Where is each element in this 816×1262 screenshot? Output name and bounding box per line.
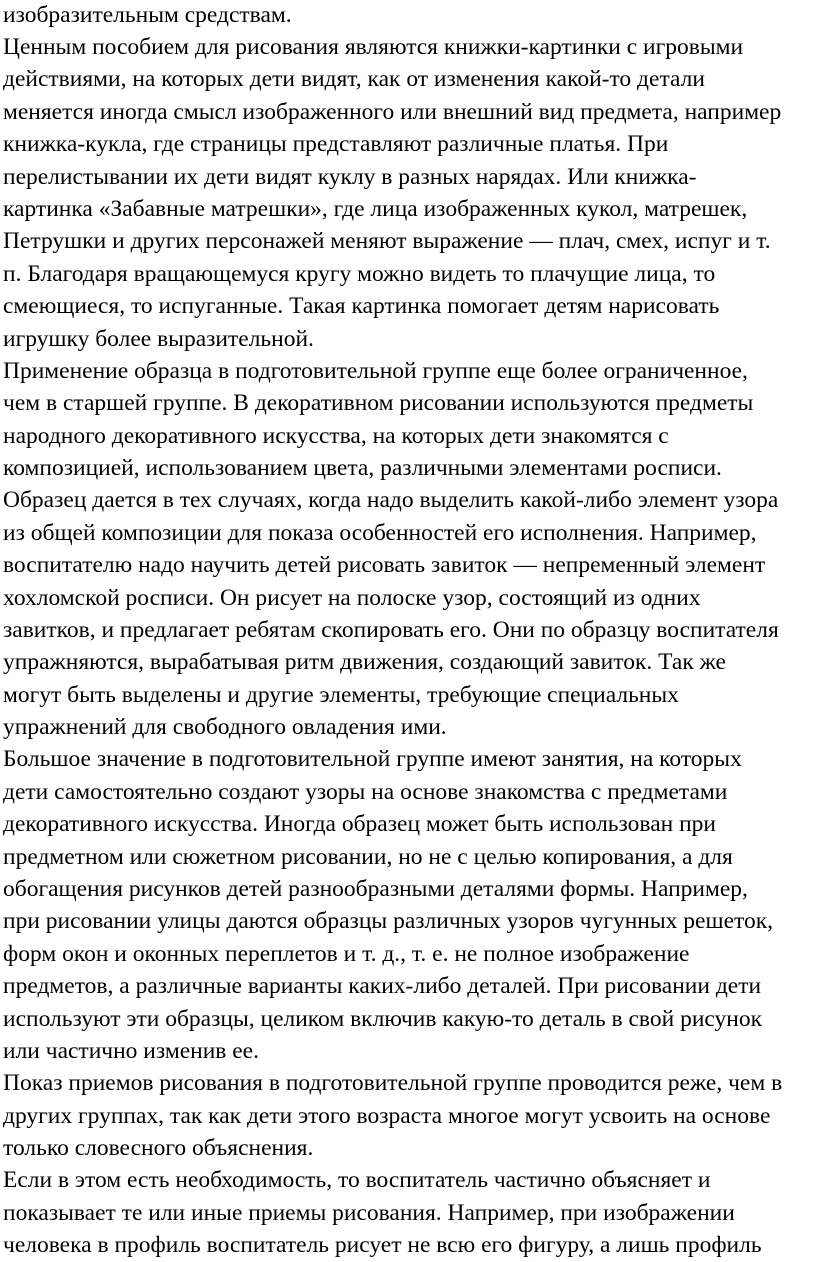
text-line: упражнений для свободного овладения ими.: [3, 714, 447, 740]
text-line: могут быть выделены и другие элементы, требующие специальных: [3, 682, 679, 708]
text-line: дети самостоятельно создают узоры на основе знакомства с предметами: [3, 779, 728, 805]
text-line: меняется иногда смысл изображенного или внешний вид предмета, например: [3, 99, 782, 125]
text-line: Применение образца в подготовительной группе еще более ограниченное,: [3, 358, 748, 384]
text-line: народного декоративного искусства, на которых дети знакомятся с: [3, 423, 669, 449]
text-line: декоративного искусства. Иногда образец может быть использован при: [3, 811, 716, 837]
text-line: человека в профиль воспитатель рисует не всю его фигуру, а лишь профиль: [3, 1232, 762, 1258]
text-line: обогащения рисунков детей разнообразными деталями формы. Например,: [3, 876, 748, 902]
text-line: книжка-кукла, где страницы представляют различные платья. При: [3, 131, 669, 157]
text-line: картинка «Забавные матрешки», где лица изображенных кукол, матрешек,: [3, 196, 748, 222]
text-line: из общей композиции для показа особенностей его исполнения. Например,: [3, 520, 757, 546]
text-line: смеющиеся, то испуганные. Такая картинка помогает детям нарисовать: [3, 293, 720, 319]
text-line: завитков, и предлагает ребятам скопировать его. Они по образцу воспитателя: [3, 617, 779, 643]
text-line: Большое значение в подготовительной группе имеют занятия, на которых: [3, 746, 742, 772]
text-line: перелистывании их дети видят куклу в разных нарядах. Или книжка-: [3, 164, 697, 190]
text-line: показывает те или иные приемы рисования. Например, при изображении: [3, 1200, 735, 1226]
text-line: композицией, использованием цвета, различными элементами росписи.: [3, 455, 722, 481]
text-line: упражняются, вырабатывая ритм движения, создающий завиток. Так же: [3, 649, 726, 675]
text-line: только словесного объяснения.: [3, 1135, 314, 1161]
text-line: действиями, на которых дети видят, как от изменения какой-то детали: [3, 66, 705, 92]
text-line: Ценным пособием для рисования являются книжки-картинки с игровыми: [3, 34, 744, 60]
text-line: п. Благодаря вращающемуся кругу можно видеть то плачущие лица, то: [3, 261, 716, 287]
text-line: Показ приемов рисования в подготовительной группе проводится реже, чем в: [3, 1070, 783, 1096]
text-line: предметном или сюжетном рисовании, но не с целью копирования, а для: [3, 844, 733, 870]
text-line: других группах, так как дети этого возраста многое могут усвоить на основе: [3, 1103, 771, 1129]
text-line: предметов, а различные варианты каких-либо деталей. При рисовании дети: [3, 973, 762, 999]
text-line: при рисовании улицы даются образцы различных узоров чугунных решеток,: [3, 908, 774, 934]
text-line: или частично изменив ее.: [3, 1038, 259, 1064]
text-line: Если в этом есть необходимость, то воспитатель частично объясняет и: [3, 1167, 711, 1193]
text-line: используют эти образцы, целиком включив какую-то деталь в свой рисунок: [3, 1006, 763, 1032]
text-line: чем в старшей группе. В декоративном рисовании используются предметы: [3, 390, 754, 416]
text-line: хохломской росписи. Он рисует на полоске узор, состоящий из одних: [3, 585, 701, 611]
text-line: Образец дается в тех случаях, когда надо выделить какой-либо элемент узора: [3, 487, 779, 513]
text-line: форм окон и оконных переплетов и т. д., т. е. не полное изображение: [3, 941, 690, 967]
text-line: воспитателю надо научить детей рисовать завиток — непременный элемент: [3, 552, 766, 578]
text-line: изобразительным средствам.: [3, 2, 292, 28]
text-line: игрушку более выразительной.: [3, 326, 314, 352]
text-line: Петрушки и других персонажей меняют выражение — плач, смех, испуг и т.: [3, 228, 771, 254]
